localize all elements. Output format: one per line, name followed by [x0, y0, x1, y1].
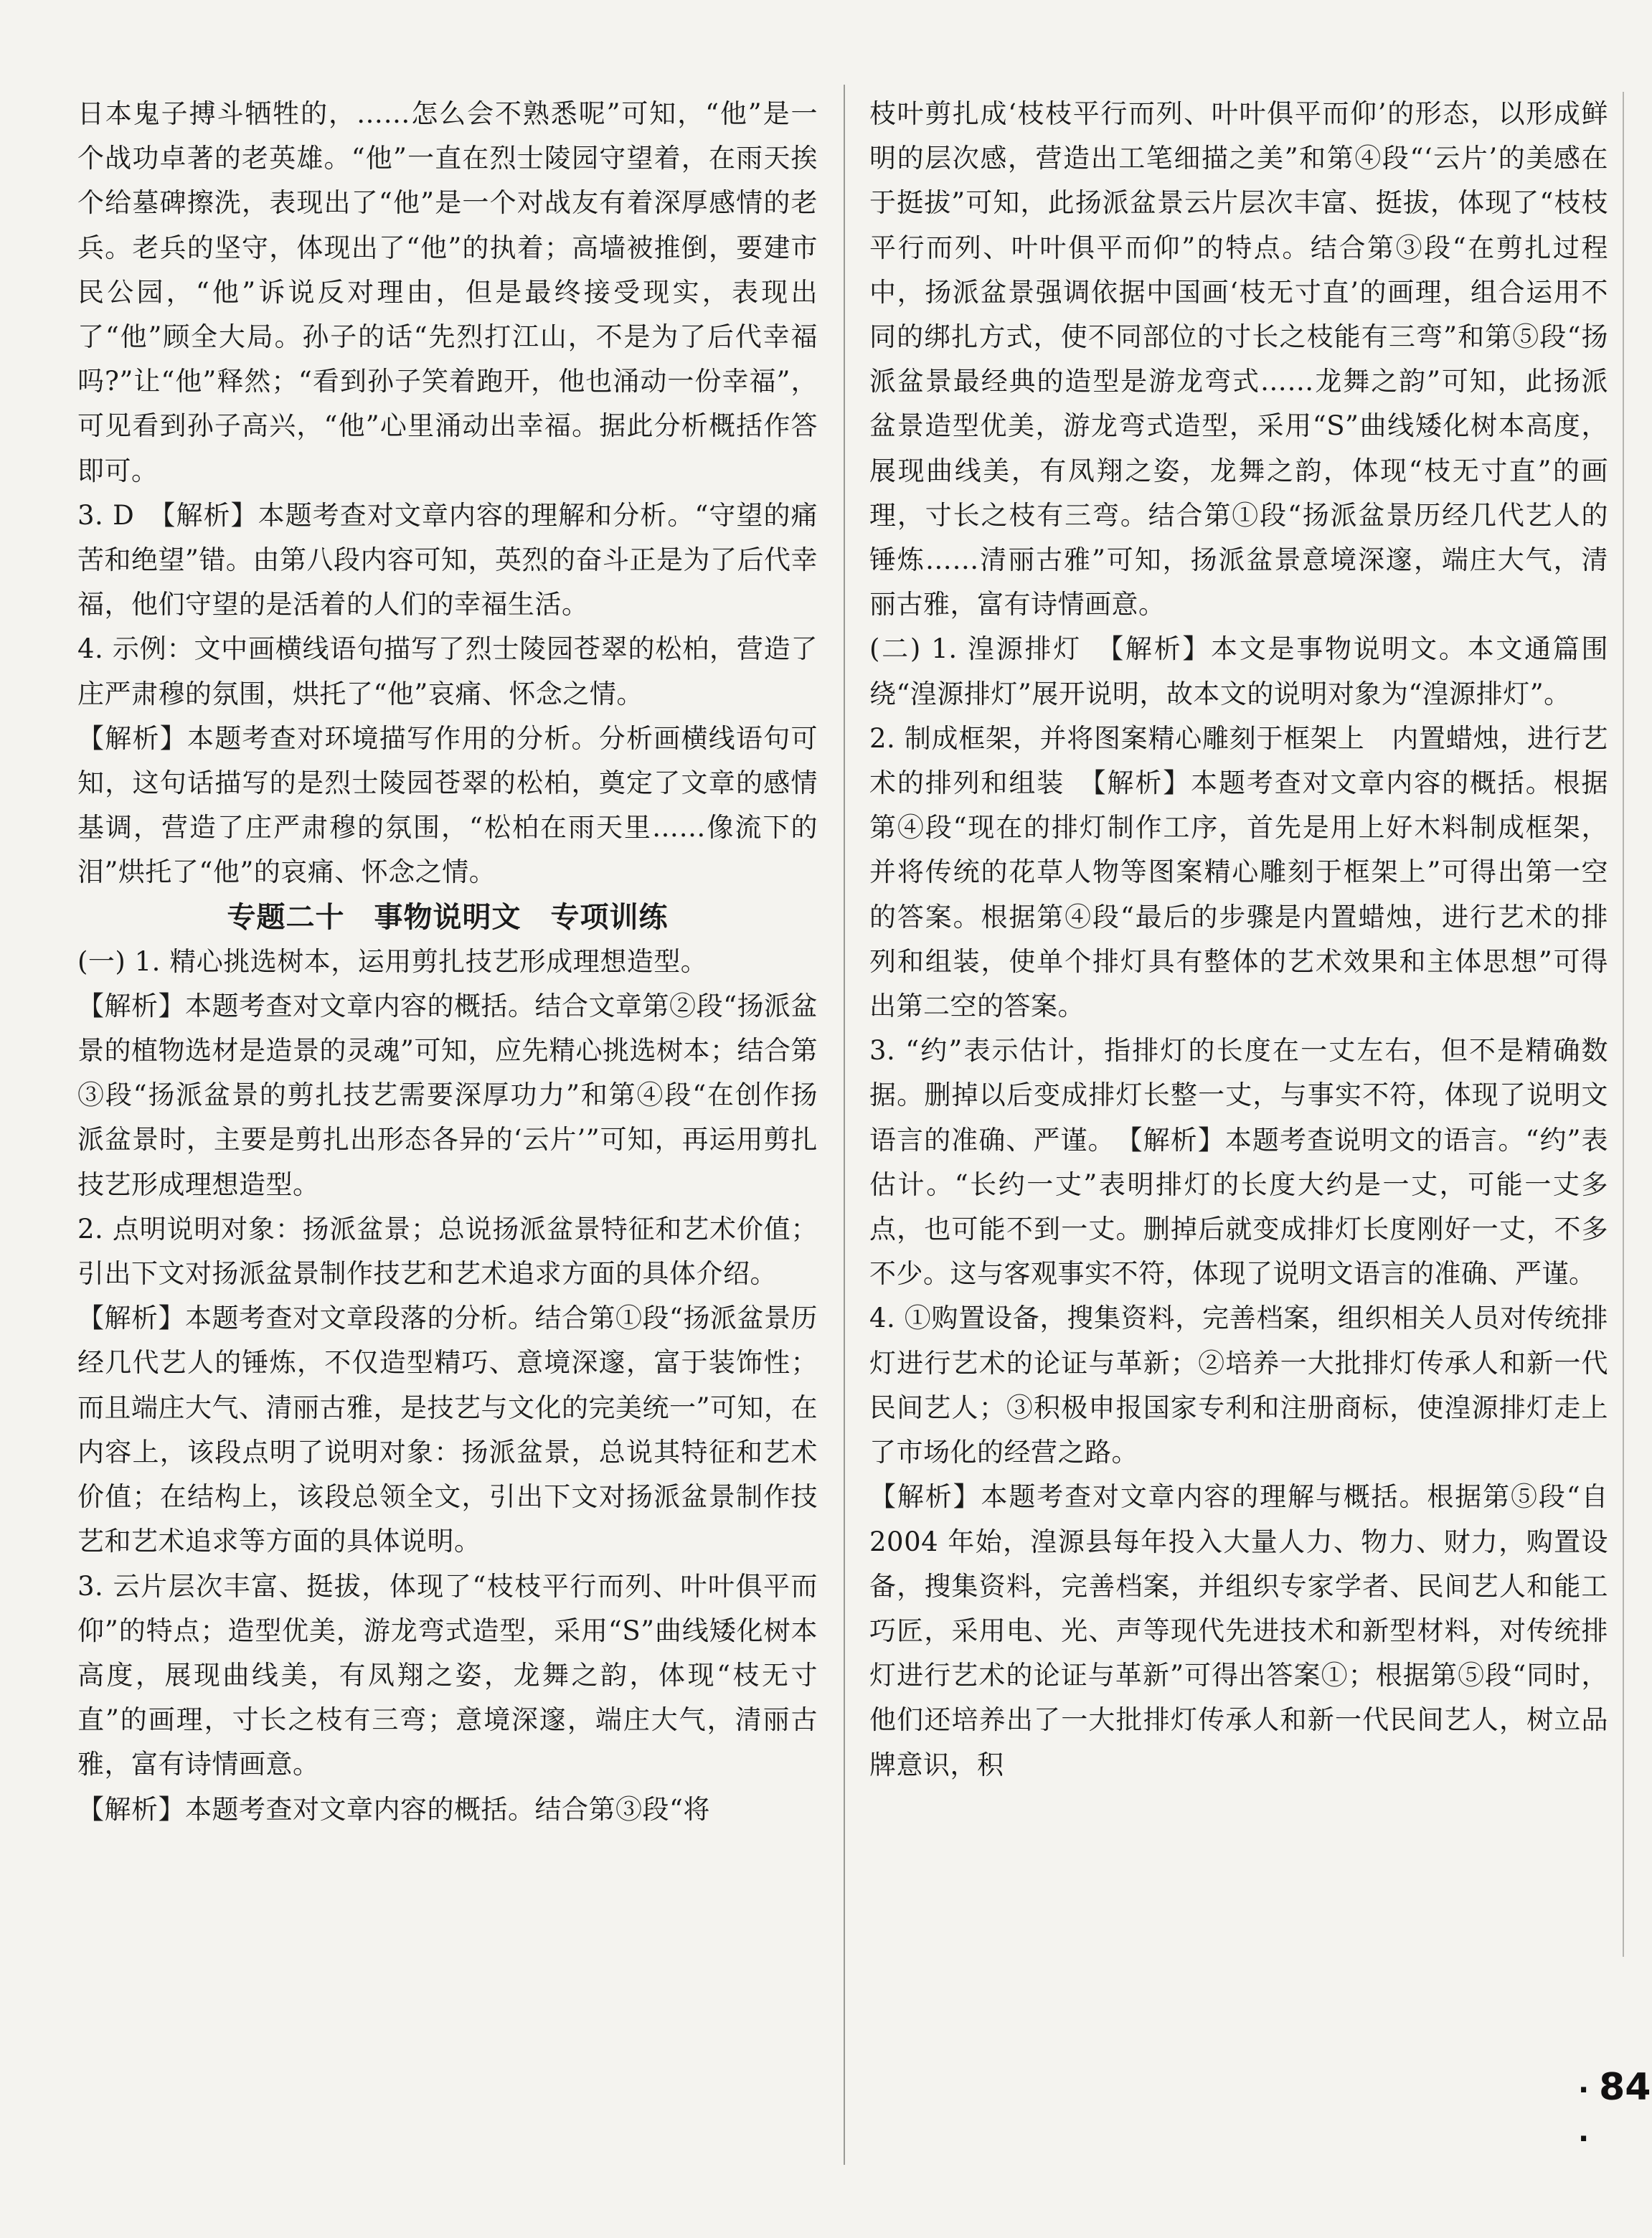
- section-2-item-4-analysis: 【解析】本题考查对文章内容的理解与概括。根据第⑤段“自 2004 年始，湟源县每年投入大量人力、物力、财力，购置设备，搜集资料，完善档案，并组织专家学者、民间艺人和能工巧匠，采用电、光、声等现代先进技术和新型材料，对传统排灯进行艺术的论证与革新”可得出答案①；根据第⑤段“同时，他们还培养出了一大批排灯传承人和新一代民间艺人，树立品牌意识，积: [869, 1481, 1608, 1780]
- section-1-item-3: 3. 云片层次丰富、挺拔，体现了“枝枝平行而列、叶叶俱平而仰”的特点；造型优美，游龙弯式造型，采用“S”曲线矮化树本高度，展现曲线美，有凤翔之姿，龙舞之韵，体现“枝无寸直”的画理，寸长之枝有三弯；意境深邃，端庄大气，清丽古雅，富有诗情画意。: [77, 1570, 818, 1780]
- right-column: [869, 92, 1608, 1788]
- next-page-edge: [1614, 92, 1652, 1957]
- answer-item-4-analysis: 【解析】本题考查对环境描写作用的分析。分析画横线语句可知，这句话描写的是烈士陵园苍翠的松柏，奠定了文章的感情基调，营造了庄严肃穆的氛围，“松柏在雨天里……像流下的泪”烘托了“他”的哀痛、怀念之情。: [77, 722, 818, 888]
- column-divider: [844, 85, 845, 2165]
- section-1-item-2: 2. 点明说明对象：扬派盆景；总说扬派盆景特征和艺术价值；引出下文对扬派盆景制作技艺和艺术追求方面的具体介绍。: [77, 1213, 818, 1290]
- section-2-item-4: 4. ①购置设备，搜集资料，完善档案，组织相关人员对传统排灯进行艺术的论证与革新；②培养一大批排灯传承人和新一代民间艺人；③积极申报国家专利和注册商标，使湟源排灯走上了市场化的经营之路。: [869, 1303, 1608, 1468]
- answer-item-4: 4. 示例：文中画横线语句描写了烈士陵园苍翠的松柏，营造了庄严肃穆的氛围，烘托了“他”哀痛、怀念之情。: [77, 633, 818, 709]
- left-column: [77, 92, 818, 1832]
- answer-item-3: [77, 494, 818, 628]
- answer-paragraph-1: 日本鬼子搏斗牺牲的，……怎么会不熟悉呢”可知，“他”是一个战功卓著的老英雄。“他”一直在烈士陵园守望着，在雨天挨个给墓碑擦洗，表现出了“他”是一个对战友有着深厚感情的老兵。老兵的坚守，体现出了“他”的执着；高墙被推倒，要建市民公园，“他”诉说反对理由，但是最终接受现实，表现出了“他”顾全大局。孙子的话“先烈打江山，不是为了后代幸福吗?”让“他”释然；“看到孙子笑着跑开，他也涌动一份幸福”，可见看到孙子高兴，“他”心里涌动出幸福。据此分析概括作答即可。: [77, 98, 818, 486]
- page-number-value: 84: [1599, 2066, 1651, 2109]
- section-2-item-3: 3. “约”表示估计，指排灯的长度在一丈左右，但不是精确数据。删掉以后变成排灯长整一丈，与事实不符，体现了说明文语言的准确、严谨。 【解析】本题考查说明文的语言。“约”表估计。“长约一丈”表明排灯的长度大约是一丈，可能一丈多点，也可能不到一丈。删掉后就变成排灯长度刚好一丈，不多不少。这与客观事实不符，体现了说明文语言的准确、严谨。: [869, 1035, 1608, 1290]
- section-1-item-3-analysis: 【解析】本题考查对文章内容的概括。结合第③段“将: [77, 1793, 710, 1825]
- page-number: · 84 ·: [1578, 2066, 1651, 2156]
- item-3-analysis: 【解析】本题考查对文章内容的理解和分析。“守望的痛苦和绝望”错。由第八段内容可知，英烈的奋斗正是为了后代幸福，他们守望的是活着的人们的幸福生活。: [77, 499, 818, 620]
- section-2-item-1: (二) 1. 湟源排灯 【解析】本文是事物说明文。本文通篇围绕“湟源排灯”展开说明，故本文的说明对象为“湟源排灯”。: [869, 633, 1608, 709]
- item-3-label: 3. D: [77, 499, 135, 531]
- section-heading: 专题二十 事物说明文 专项训练: [227, 900, 669, 934]
- section-2-item-2: 2. 制成框架，并将图案精心雕刻于框架上 内置蜡烛，进行艺术的排列和组装 【解析】本题考查对文章内容的概括。根据第④段“现在的排灯制作工序，首先是用上好木料制成框架，并将传统的花草人物等图案精心雕刻于框架上”可得出第一空的答案。根据第④段“最后的步骤是内置蜡烛，进行艺术的排列和组装，使单个排灯具有整体的艺术效果和主体思想”可得出第二空的答案。: [869, 722, 1608, 1022]
- section-1-item-3-analysis-cont: 枝叶剪扎成‘枝枝平行而列、叶叶俱平而仰’的形态，以形成鲜明的层次感，营造出工笔细描之美”和第④段“‘云片’的美感在于挺拔”可知，此扬派盆景云片层次丰富、挺拔，体现了“枝枝平行而列、叶叶俱平而仰”的特点。结合第③段“在剪扎过程中，扬派盆景强调依据中国画‘枝无寸直’的画理，组合运用不同的绑扎方式，使不同部位的寸长之枝能有三弯”和第⑤段“扬派盆景最经典的造型是游龙弯式……龙舞之韵”可知，此扬派盆景造型优美，游龙弯式造型，采用“S”曲线矮化树本高度，展现曲线美，有凤翔之姿，龙舞之韵，体现“枝无寸直”的画理，寸长之枝有三弯。结合第①段“扬派盆景历经几代艺人的锤炼……清丽古雅”可知，扬派盆景意境深邃，端庄大气，清丽古雅，富有诗情画意。: [869, 98, 1608, 620]
- section-1-item-1-analysis: 【解析】本题考查对文章内容的概括。结合文章第②段“扬派盆景的植物选材是造景的灵魂”可知，应先精心挑选树本；结合第③段“扬派盆景的剪扎技艺需要深厚功力”和第④段“在创作扬派盆景时，主要是剪扎出形态各异的‘云片’”可知，再运用剪扎技艺形成理想造型。: [77, 990, 818, 1200]
- section-1-item-1: (一) 1. 精心挑选树本，运用剪扎技艺形成理想造型。: [77, 945, 708, 977]
- section-1-item-2-analysis: 【解析】本题考查对文章段落的分析。结合第①段“扬派盆景历经几代艺人的锤炼，不仅造型精巧、意境深邃，富于装饰性；而且端庄大气、清丽古雅，是技艺与文化的完美统一”可知，在内容上，该段点明了说明对象：扬派盆景，总说其特征和艺术价值；在结构上，该段总领全文，引出下文对扬派盆景制作技艺和艺术追求等方面的具体说明。: [77, 1303, 818, 1557]
- next-page-edge-rule: [1623, 92, 1624, 1957]
